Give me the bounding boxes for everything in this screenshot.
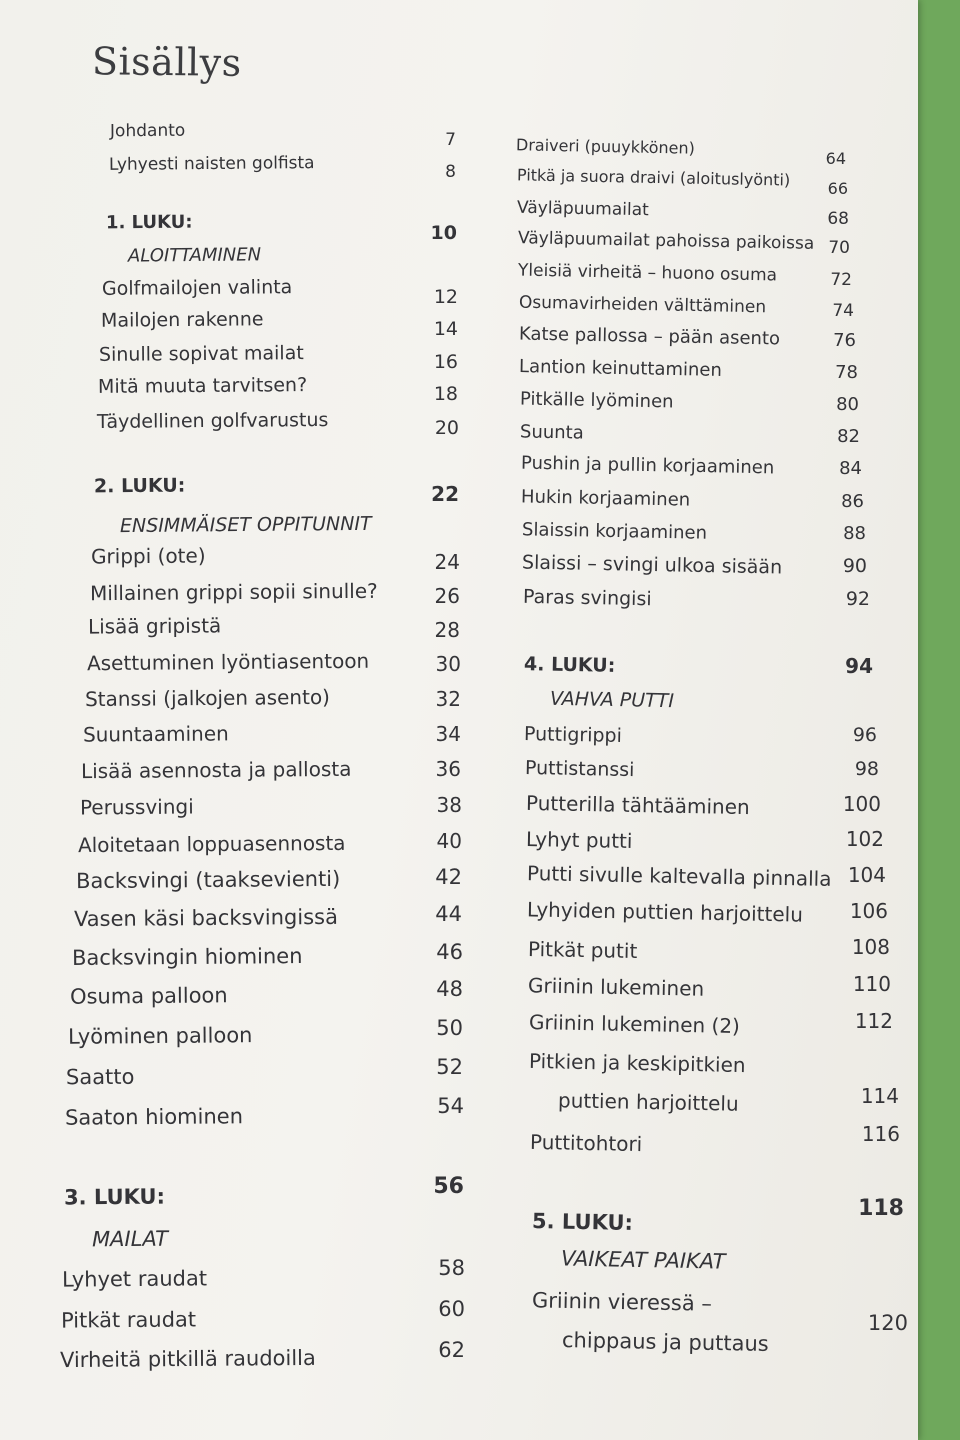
toc-entry: Virheitä pitkillä raudoilla [59, 1346, 316, 1373]
page-number: 80 [836, 393, 859, 415]
page-number: 54 [437, 1094, 464, 1119]
toc-entry: Stanssi (jalkojen asento) [84, 684, 331, 712]
toc-entry: Sinulle sopivat mailat [98, 341, 304, 366]
toc-entry: Putterilla tähtääminen [525, 790, 750, 820]
page-number: 40 [436, 829, 462, 853]
page-number: 34 [435, 722, 461, 746]
toc-entry: Osumavirheiden välttäminen [518, 292, 767, 317]
page-number: 114 [860, 1084, 899, 1108]
toc-entry: Saatto [65, 1064, 135, 1090]
page-number: 14 [433, 317, 458, 340]
toc-entry: Griinin lukeminen [527, 973, 705, 1001]
page-number: 94 [845, 654, 873, 678]
chapter-heading: 2. LUKU: [93, 474, 186, 498]
page-number: 102 [845, 827, 884, 851]
page-number: 18 [433, 382, 458, 405]
toc-entry: Puttitohtori [529, 1129, 643, 1157]
toc-entry: Backsvingin hiominen [71, 944, 303, 971]
page-number: 112 [854, 1009, 893, 1033]
page-number: 52 [436, 1055, 463, 1080]
toc-entry: Vasen käsi backsvingissä [73, 904, 339, 932]
toc-entry: chippaus ja puttaus [561, 1328, 769, 1357]
page-number: 66 [827, 179, 848, 199]
toc-entry: Lyöminen palloon [67, 1023, 253, 1049]
toc-entry: Lisää asennosta ja pallosta [80, 756, 352, 784]
chapter-title: MAILAT [91, 1226, 169, 1252]
page-number: 62 [438, 1338, 465, 1363]
chapter-heading: 4. LUKU: [523, 652, 616, 677]
toc-entry: Puttigrippi [523, 722, 623, 747]
page-number: 44 [435, 902, 462, 927]
page-number: 30 [435, 652, 461, 676]
page-number: 78 [835, 361, 858, 383]
toc-entry: Lisää gripistä [87, 613, 222, 639]
page-number: 90 [842, 554, 867, 577]
page-number: 10 [430, 221, 457, 244]
toc-entry: Suuntaaminen [82, 721, 229, 747]
page-number: 72 [830, 269, 852, 290]
page-number: 116 [861, 1122, 900, 1146]
page-number: 60 [438, 1297, 465, 1322]
page-number: 28 [434, 618, 460, 642]
page-number: 7 [445, 129, 456, 150]
toc-entry: Pitkien ja keskipitkien [528, 1048, 746, 1078]
page-number: 68 [827, 208, 849, 229]
page-number: 38 [436, 793, 462, 817]
page-number: 58 [438, 1256, 465, 1281]
toc-entry: Johdanto [109, 120, 186, 141]
page-number: 42 [435, 865, 462, 890]
chapter-title: VAHVA PUTTI [549, 687, 675, 713]
toc-entry: Väyläpuumailat pahoissa paikoissa [517, 227, 815, 254]
toc-entry: Lyhyesti naisten golfista [108, 152, 315, 175]
chapter-heading: 1. LUKU: [105, 211, 193, 234]
chapter-title: ALOITTAMINEN [127, 244, 262, 267]
toc-entry: Lyhyt putti [525, 826, 633, 854]
page-number: 100 [842, 792, 881, 816]
page-number: 64 [825, 149, 846, 169]
toc-entry: Mailojen rakenne [100, 308, 264, 332]
page-number: 70 [828, 237, 850, 258]
page-number: 56 [433, 1174, 464, 1200]
toc-entry: Lyhyiden puttien harjoittelu [526, 897, 804, 927]
toc-entry: Perussvingi [79, 794, 194, 820]
toc-entry: Millainen grippi sopii sinulle? [89, 578, 378, 606]
page-number: 8 [445, 161, 456, 182]
toc-entry: Pitkät raudat [60, 1307, 197, 1333]
page-number: 26 [434, 584, 460, 608]
toc-entry: Lantion keinuttaminen [518, 355, 723, 381]
toc-entry: Aloitetaan loppuasennosta [77, 830, 346, 858]
toc-entry: Golfmailojen valinta [101, 276, 293, 300]
page-number: 86 [841, 490, 864, 512]
toc-entry: Pushin ja pullin korjaaminen [520, 452, 775, 479]
page-number: 108 [851, 935, 890, 959]
toc-entry: Backsvingi (taaksevienti) [75, 866, 341, 894]
toc-entry: Hukin korjaaminen [520, 486, 691, 511]
toc-entry: Yleisiä virheitä – huono osuma [517, 260, 778, 286]
toc-entry: Asettuminen lyöntiasentoon [86, 648, 370, 676]
toc-entry: Mitä muuta tarvitsen? [97, 373, 308, 398]
page-number: 48 [436, 977, 463, 1002]
page-number: 12 [433, 285, 458, 308]
page-number: 24 [434, 550, 460, 574]
page-number: 74 [832, 300, 854, 321]
page-number: 20 [434, 416, 459, 439]
toc-entry: Draiveri (puuykkönen) [515, 135, 696, 159]
toc-entry: Griinin lukeminen (2) [528, 1009, 741, 1039]
page-number: 36 [435, 757, 461, 781]
page-number: 120 [867, 1311, 908, 1336]
chapter-title: VAIKEAT PAIKAT [560, 1246, 726, 1274]
chapter-heading: 5. LUKU: [531, 1209, 634, 1236]
toc-entry: Saaton hiominen [64, 1104, 244, 1130]
toc-entry: Slaissin korjaaminen [521, 518, 708, 544]
page-number: 96 [852, 723, 877, 746]
toc-entry: Slaissi – svingi ulkoa sisään [521, 551, 783, 579]
toc-entry: Täydellinen golfvarustus [96, 408, 329, 433]
toc-entry: Paras svingisi [522, 585, 652, 611]
toc-entry: Pitkälle lyöminen [519, 388, 674, 413]
page-number: 16 [433, 350, 458, 373]
toc-entry: Puttistanssi [524, 756, 635, 781]
page-number: 76 [833, 329, 856, 351]
toc-entry: Griinin vieressä – [531, 1288, 713, 1316]
toc-entry: Pitkä ja suora draivi (aloituslyönti) [516, 165, 791, 191]
toc-entry: Putti sivulle kaltevalla pinnalla [526, 861, 832, 891]
toc-entry: Pitkät putit [527, 936, 638, 964]
page-number: 106 [849, 899, 888, 923]
toc-entry: puttien harjoittelu [557, 1088, 739, 1116]
page-number: 110 [852, 972, 891, 996]
page-number: 32 [435, 687, 461, 711]
page-number: 50 [436, 1016, 463, 1041]
page-number: 46 [436, 940, 463, 965]
toc-entry: Grippi (ote) [90, 543, 206, 569]
page-title: Sisällys [91, 39, 242, 85]
toc-entry: Väyläpuumailat [516, 197, 649, 220]
page-number: 98 [854, 757, 879, 780]
page-number: 82 [837, 425, 860, 447]
toc-entry: Suunta [519, 421, 584, 444]
page-number: 84 [839, 457, 862, 479]
toc-entry: Lyhyet raudat [61, 1266, 208, 1292]
chapter-title: ENSIMMÄISET OPPITUNNIT [119, 512, 372, 537]
page-number: 88 [843, 522, 866, 544]
page-number: 118 [858, 1196, 904, 1222]
page-number: 22 [431, 482, 459, 506]
page-number: 104 [847, 863, 886, 887]
toc-entry: Katse pallossa – pään asento [518, 323, 781, 350]
page-number: 92 [845, 587, 870, 610]
chapter-heading: 3. LUKU: [63, 1184, 166, 1210]
toc-entry: Osuma palloon [69, 983, 228, 1009]
